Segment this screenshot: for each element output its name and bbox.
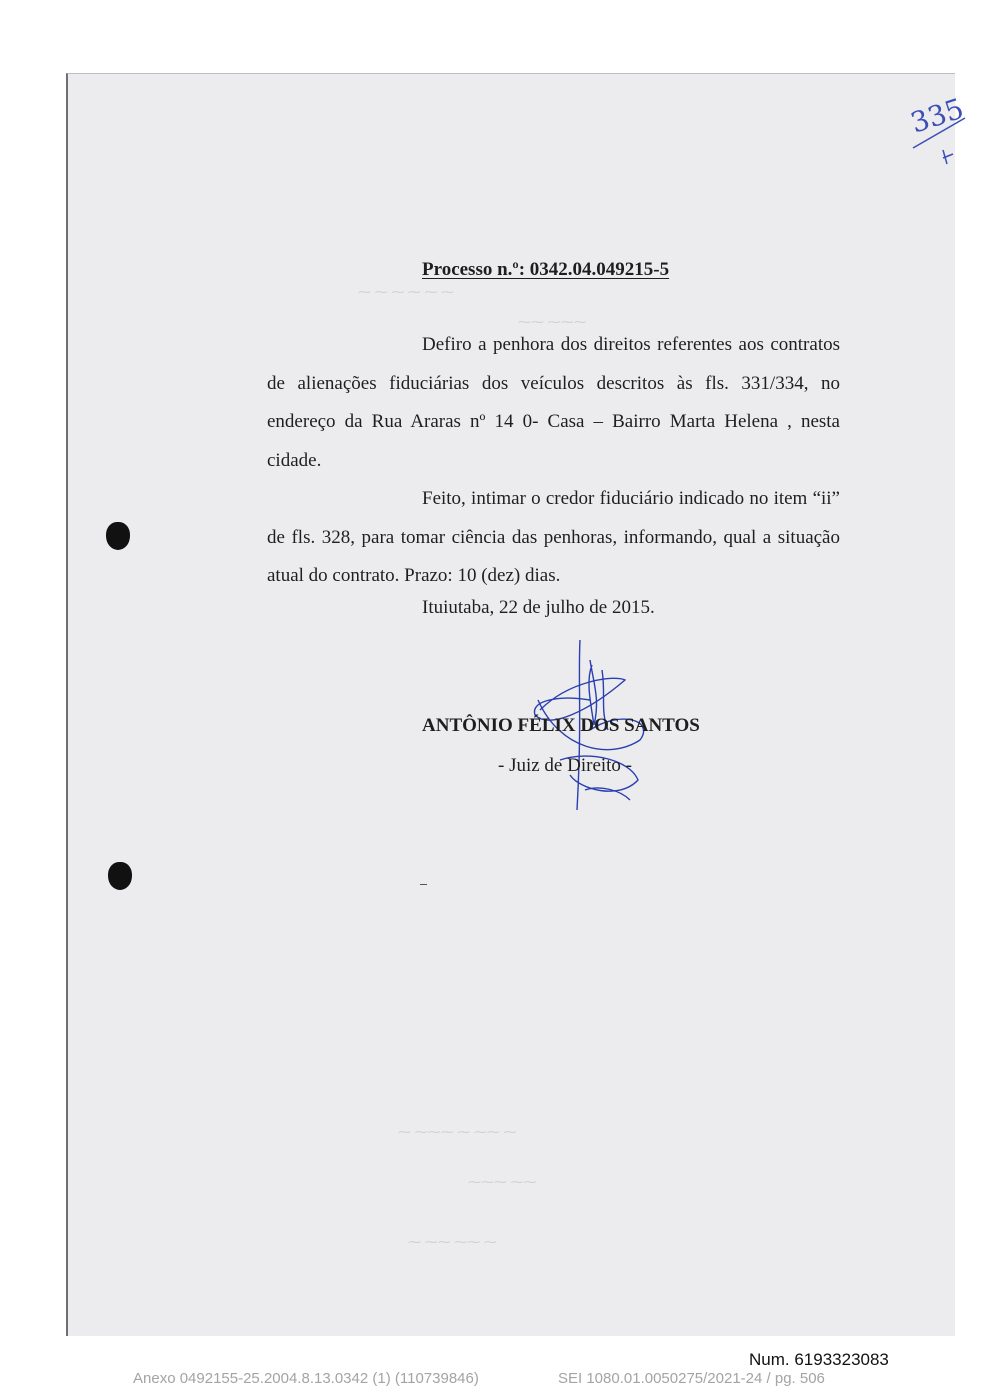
annex-reference: Anexo 0492155-25.2004.8.13.0342 (1) (110739846): [133, 1370, 479, 1387]
bleed-through-mark: ⁓⁓ ⁓⁓⁓: [468, 1175, 537, 1190]
bleed-through-mark: ⁓ ⁓ ⁓ ⁓ ⁓ ⁓: [358, 285, 455, 300]
sei-reference: SEI 1080.01.0050275/2021-24 / pg. 506: [558, 1370, 825, 1387]
stray-mark: [420, 884, 427, 885]
bleed-through-mark: ⁓⁓⁓ ⁓⁓: [518, 315, 587, 330]
svg-text:335: 335: [906, 91, 968, 140]
signatory-name: ANTÔNIO FÉLIX DOS SANTOS: [422, 715, 700, 736]
order-paragraph: Feito, intimar o credor fiduciário indicado no item “ii” de fls. 328, para tomar ciência das penhoras, informando, qual a situação atual do contrato. Prazo: 10 (dez) dias.: [267, 488, 840, 586]
bleed-through-mark: ⁓ ⁓⁓ ⁓ ⁓⁓⁓ ⁓: [398, 1125, 517, 1140]
punch-hole: [108, 862, 132, 890]
document-number: Num. 6193323083: [749, 1350, 889, 1369]
process-number-title: Processo n.º: 0342.04.049215-5: [422, 259, 670, 280]
handwritten-page-number: [905, 88, 975, 168]
bleed-through-mark: ⁓ ⁓⁓ ⁓⁓ ⁓: [408, 1235, 497, 1250]
place-and-date: Ituiutaba, 22 de julho de 2015.: [422, 597, 655, 618]
punch-hole: [106, 522, 130, 550]
decision-paragraph: Defiro a penhora dos direitos referentes aos contratos de alienações fiduciárias dos veículos descritos às fls. 331/334, no endereço da Rua Araras nº 14 0- Casa – Bairro Marta Helena , nesta cidade.: [267, 334, 840, 471]
signatory-role: - Juiz de Direito -: [498, 755, 633, 776]
